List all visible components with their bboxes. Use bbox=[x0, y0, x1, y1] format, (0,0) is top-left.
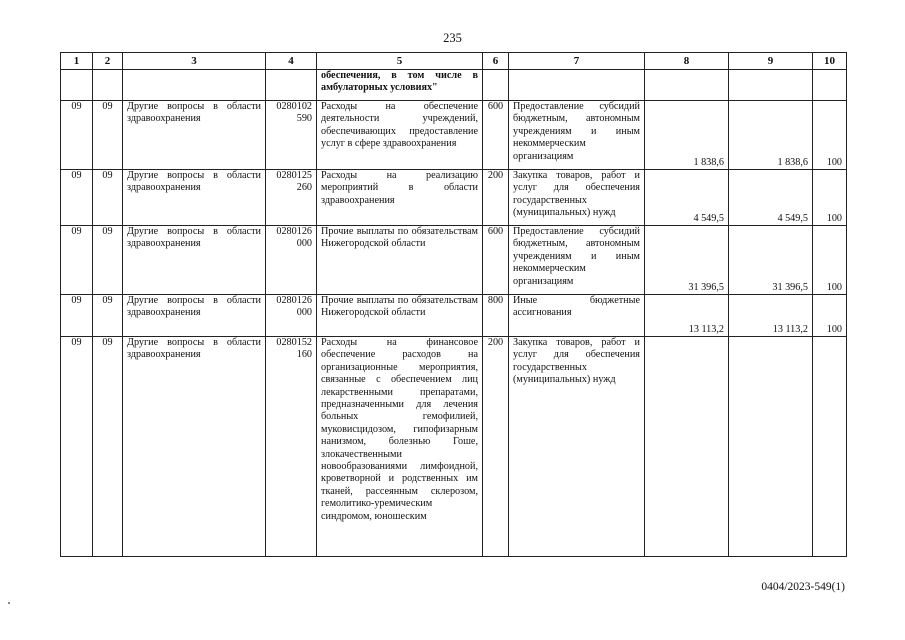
table-row bbox=[61, 101, 847, 170]
header-cell: 3 bbox=[123, 53, 266, 70]
cell-amount-exec: 1 838,6 bbox=[729, 101, 813, 170]
cell-vr-code: 600 bbox=[483, 101, 509, 170]
cell-vr-name: Предоставление субсидий бюджетным, автономным учреждениям и иным некоммерческим организациям bbox=[509, 101, 645, 170]
cell-amount-plan: 13 113,2 bbox=[645, 295, 729, 337]
table-row bbox=[61, 226, 847, 295]
header-cell: 4 bbox=[266, 53, 317, 70]
cell-section-name: Другие вопросы в области здравоохранения bbox=[123, 101, 266, 170]
cell-amount-plan: 31 396,5 bbox=[645, 226, 729, 295]
cell-section-code: 09 bbox=[61, 170, 93, 226]
cell-section-name: Другие вопросы в области здравоохранения bbox=[123, 226, 266, 295]
cell-subsection-code: 09 bbox=[93, 295, 123, 337]
header-cell: 2 bbox=[93, 53, 123, 70]
header-cell: 1 bbox=[61, 53, 93, 70]
cell-description: Расходы на обеспечение деятельности учреждений, обеспечивающих предоставление услуг в сфере здравоохранения bbox=[317, 101, 483, 170]
cell-amount-plan: 4 549,5 bbox=[645, 170, 729, 226]
scan-artifact bbox=[8, 602, 10, 604]
cell-vr-name: Иные бюджетные ассигнования bbox=[509, 295, 645, 337]
cell-target-code: 0280126 000 bbox=[266, 295, 317, 337]
continuation-text: обеспечения, в том числе в амбулаторных условиях" bbox=[317, 70, 483, 101]
cell-vr-name: Предоставление субсидий бюджетным, автономным учреждениям и иным некоммерческим организациям bbox=[509, 226, 645, 295]
cell-section-code: 09 bbox=[61, 101, 93, 170]
page-number: 235 bbox=[443, 31, 462, 45]
cell-target-code: 0280102 590 bbox=[266, 101, 317, 170]
cell-description: Расходы на финансовое обеспечение расходов на организационные мероприятия, связанные с обеспечением лиц лекарственными препаратами, предназначенными для лечения больных гемофилией, муковисцидозом, гипофизарным нанизмом, болезнью Гоше, злокачественными новообразованиями лимфоидной, кроветворной и родственных им тканей, рассеянным склерозом, гемолитико-уремическим синдромом, юношеским bbox=[317, 337, 483, 557]
cell-percent: 100 bbox=[813, 226, 847, 295]
table-header-row bbox=[61, 53, 847, 70]
cell-amount-exec: 31 396,5 bbox=[729, 226, 813, 295]
header-cell: 10 bbox=[813, 53, 847, 70]
cell-percent: 100 bbox=[813, 101, 847, 170]
cell-description: Прочие выплаты по обязательствам Нижегородской области bbox=[317, 295, 483, 337]
document-code: 0404/2023-549(1) bbox=[761, 581, 845, 593]
header-cell: 8 bbox=[645, 53, 729, 70]
cell-percent: 100 bbox=[813, 170, 847, 226]
cell-vr-name: Закупка товаров, работ и услуг для обеспечения государственных (муниципальных) нужд bbox=[509, 170, 645, 226]
cell-target-code: 0280152 160 bbox=[266, 337, 317, 557]
cell-vr-code: 200 bbox=[483, 170, 509, 226]
cell-section-code: 09 bbox=[61, 226, 93, 295]
cell-amount-exec bbox=[729, 337, 813, 557]
cell-description: Расходы на реализацию мероприятий в области здравоохранения bbox=[317, 170, 483, 226]
cell-vr-code: 200 bbox=[483, 337, 509, 557]
cell-subsection-code: 09 bbox=[93, 337, 123, 557]
cell-percent: 100 bbox=[813, 295, 847, 337]
cell-amount-plan: 1 838,6 bbox=[645, 101, 729, 170]
cell-vr-code: 800 bbox=[483, 295, 509, 337]
cell-section-name: Другие вопросы в области здравоохранения bbox=[123, 337, 266, 557]
cell-target-code: 0280126 000 bbox=[266, 226, 317, 295]
cell-vr-name: Закупка товаров, работ и услуг для обеспечения государственных (муниципальных) нужд bbox=[509, 337, 645, 557]
cell-vr-code: 600 bbox=[483, 226, 509, 295]
table-row bbox=[61, 337, 847, 557]
header-cell: 5 bbox=[317, 53, 483, 70]
cell-amount-exec: 4 549,5 bbox=[729, 170, 813, 226]
header-cell: 9 bbox=[729, 53, 813, 70]
cell-amount-exec: 13 113,2 bbox=[729, 295, 813, 337]
cell-subsection-code: 09 bbox=[93, 226, 123, 295]
continuation-row bbox=[61, 70, 847, 101]
cell-section-name: Другие вопросы в области здравоохранения bbox=[123, 295, 266, 337]
header-cell: 6 bbox=[483, 53, 509, 70]
table-row bbox=[61, 295, 847, 337]
budget-table bbox=[60, 52, 847, 557]
table-row bbox=[61, 170, 847, 226]
cell-subsection-code: 09 bbox=[93, 101, 123, 170]
cell-section-name: Другие вопросы в области здравоохранения bbox=[123, 170, 266, 226]
cell-section-code: 09 bbox=[61, 337, 93, 557]
cell-amount-plan bbox=[645, 337, 729, 557]
cell-target-code: 0280125 260 bbox=[266, 170, 317, 226]
cell-description: Прочие выплаты по обязательствам Нижегородской области bbox=[317, 226, 483, 295]
header-cell: 7 bbox=[509, 53, 645, 70]
cell-section-code: 09 bbox=[61, 295, 93, 337]
cell-subsection-code: 09 bbox=[93, 170, 123, 226]
cell-percent bbox=[813, 337, 847, 557]
